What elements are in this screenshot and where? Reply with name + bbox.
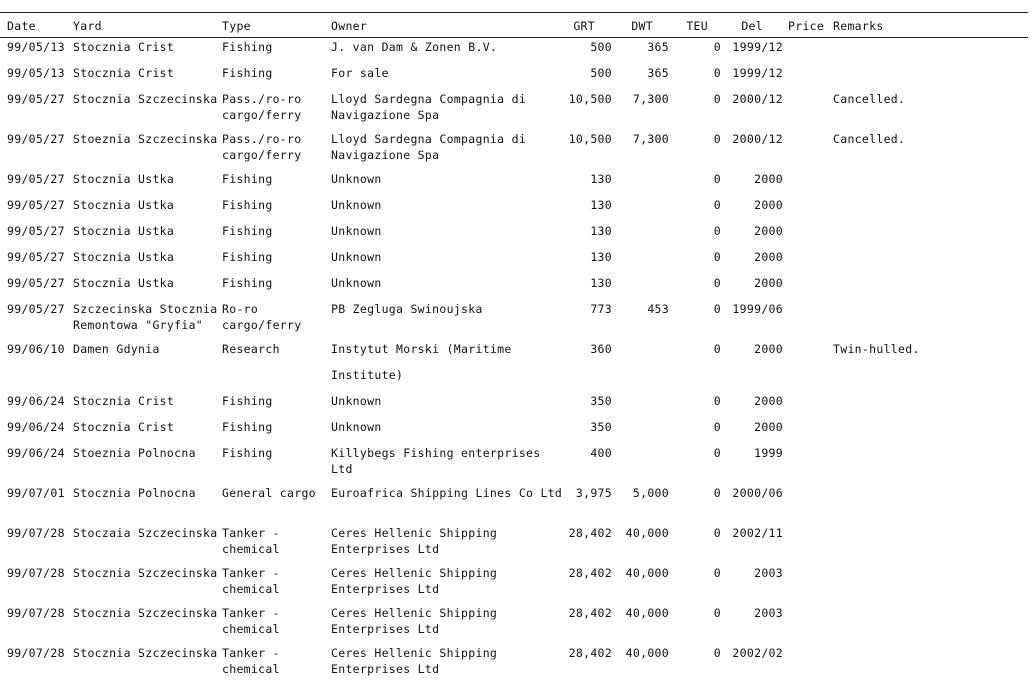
cell-type: chemical <box>222 542 280 556</box>
cell-type: cargo/ferry <box>222 108 302 122</box>
cell-grt: 350 <box>590 420 612 434</box>
cell-owner: Enterprises Ltd <box>331 662 440 676</box>
header-del: Del <box>741 19 763 33</box>
cell-yard: Stocznia Crist <box>73 420 175 434</box>
cell-del: 2000 <box>754 420 783 434</box>
cell-type: General cargo <box>222 486 316 500</box>
cell-owner: Ceres Hellenic Shipping <box>331 566 498 580</box>
cell-grt: 500 <box>590 40 612 54</box>
cell-date: 99/05/27 <box>7 198 65 212</box>
cell-date: 99/05/27 <box>7 302 65 316</box>
cell-owner: Instytut Morski (Maritime <box>331 342 512 356</box>
cell-del: 2000 <box>754 172 783 186</box>
cell-yard: Stoeznia Polnocna <box>73 446 196 460</box>
cell-date: 99/07/28 <box>7 566 65 580</box>
cell-yard: Stocznia Szczecinska <box>73 566 218 580</box>
cell-del: 2000 <box>754 250 783 264</box>
header-owner: Owner <box>331 19 368 33</box>
cell-teu: 0 <box>713 250 721 264</box>
cell-type: Fishing <box>222 446 273 460</box>
cell-date: 99/06/24 <box>7 446 65 460</box>
cell-remarks: Cancelled. <box>833 132 906 146</box>
cell-teu: 0 <box>713 486 721 500</box>
cell-type: chemical <box>222 662 280 676</box>
cell-type: Tanker - <box>222 526 280 540</box>
cell-type: Tanker - <box>222 566 280 580</box>
cell-owner: Navigazione Spa <box>331 108 440 122</box>
cell-del: 2000/12 <box>732 92 783 106</box>
cell-owner: Unknown <box>331 250 382 264</box>
cell-type: Fishing <box>222 172 273 186</box>
cell-teu: 0 <box>713 302 721 316</box>
cell-grt: 400 <box>590 446 612 460</box>
cell-grt: 500 <box>590 66 612 80</box>
cell-del: 2003 <box>754 606 783 620</box>
cell-date: 99/05/27 <box>7 224 65 238</box>
cell-date: 99/05/27 <box>7 92 65 106</box>
cell-owner: Unknown <box>331 172 382 186</box>
cell-owner: Ceres Hellenic Shipping <box>331 526 498 540</box>
cell-grt: 28,402 <box>568 526 612 540</box>
cell-grt: 773 <box>590 302 612 316</box>
header-top-rule <box>0 12 1028 13</box>
cell-grt: 10,500 <box>568 92 612 106</box>
cell-owner: Enterprises Ltd <box>331 582 440 596</box>
cell-dwt: 365 <box>647 66 669 80</box>
cell-del: 1999/06 <box>732 302 783 316</box>
cell-teu: 0 <box>713 276 721 290</box>
cell-type: Fishing <box>222 250 273 264</box>
cell-del: 2000 <box>754 394 783 408</box>
cell-yard: Stocznia Crist <box>73 394 175 408</box>
cell-teu: 0 <box>713 66 721 80</box>
header-yard: Yard <box>73 19 102 33</box>
cell-dwt: 40,000 <box>625 526 669 540</box>
cell-remarks: Twin-hulled. <box>833 342 920 356</box>
cell-owner: Enterprises Ltd <box>331 542 440 556</box>
cell-owner: Lloyd Sardegna Compagnia di <box>331 92 527 106</box>
cell-type: Fishing <box>222 224 273 238</box>
cell-yard: Stocznia Crist <box>73 66 175 80</box>
cell-dwt: 40,000 <box>625 566 669 580</box>
cell-owner: Unknown <box>331 198 382 212</box>
cell-del: 2000/12 <box>732 132 783 146</box>
cell-teu: 0 <box>713 394 721 408</box>
cell-yard: Stocznia Ustka <box>73 198 175 212</box>
cell-del: 2000 <box>754 276 783 290</box>
header-remarks: Remarks <box>833 19 884 33</box>
cell-del: 1999 <box>754 446 783 460</box>
cell-owner: Unknown <box>331 394 382 408</box>
cell-dwt: 365 <box>647 40 669 54</box>
cell-grt: 130 <box>590 276 612 290</box>
cell-owner: Lloyd Sardegna Compagnia di <box>331 132 527 146</box>
cell-del: 2000 <box>754 342 783 356</box>
cell-type: Fishing <box>222 394 273 408</box>
cell-teu: 0 <box>713 92 721 106</box>
cell-owner: For sale <box>331 66 389 80</box>
cell-owner: Killybegs Fishing enterprises <box>331 446 541 460</box>
cell-yard: Stocznia Szczecinska <box>73 92 218 106</box>
cell-dwt: 40,000 <box>625 646 669 660</box>
cell-grt: 3,975 <box>575 486 612 500</box>
cell-date: 99/06/24 <box>7 420 65 434</box>
cell-owner: Euroafrica Shipping Lines Co Ltd <box>331 486 563 500</box>
header-bottom-rule <box>0 37 1028 38</box>
header-type: Type <box>222 19 251 33</box>
cell-grt: 350 <box>590 394 612 408</box>
header-grt: GRT <box>573 19 595 33</box>
cell-teu: 0 <box>713 132 721 146</box>
header-price: Price <box>788 19 825 33</box>
cell-yard: Szczecinska Stocznia <box>73 302 218 316</box>
cell-type: Fishing <box>222 276 273 290</box>
cell-type: cargo/ferry <box>222 318 302 332</box>
cell-type: Research <box>222 342 280 356</box>
cell-yard: Stocznia Crist <box>73 40 175 54</box>
cell-date: 99/05/27 <box>7 276 65 290</box>
cell-owner: Ceres Hellenic Shipping <box>331 606 498 620</box>
cell-grt: 28,402 <box>568 606 612 620</box>
cell-dwt: 7,300 <box>632 92 669 106</box>
cell-del: 2003 <box>754 566 783 580</box>
cell-type: cargo/ferry <box>222 148 302 162</box>
cell-date: 99/06/10 <box>7 342 65 356</box>
cell-teu: 0 <box>713 198 721 212</box>
cell-dwt: 453 <box>647 302 669 316</box>
cell-teu: 0 <box>713 566 721 580</box>
cell-yard: Stocznia Ustka <box>73 250 175 264</box>
header-teu: TEU <box>686 19 708 33</box>
cell-dwt: 7,300 <box>632 132 669 146</box>
cell-teu: 0 <box>713 446 721 460</box>
header-date: Date <box>7 19 36 33</box>
cell-yard: Remontowa "Gryfia" <box>73 318 204 332</box>
cell-del: 2000/06 <box>732 486 783 500</box>
cell-owner: J. van Dam & Zonen B.V. <box>331 40 498 54</box>
cell-owner: Unknown <box>331 276 382 290</box>
cell-teu: 0 <box>713 646 721 660</box>
cell-dwt: 5,000 <box>632 486 669 500</box>
cell-owner: Ceres Hellenic Shipping <box>331 646 498 660</box>
cell-teu: 0 <box>713 526 721 540</box>
cell-date: 99/07/01 <box>7 486 65 500</box>
cell-type: Fishing <box>222 66 273 80</box>
cell-grt: 28,402 <box>568 566 612 580</box>
cell-owner: Enterprises Ltd <box>331 622 440 636</box>
cell-date: 99/07/28 <box>7 526 65 540</box>
cell-del: 1999/12 <box>732 40 783 54</box>
cell-grt: 130 <box>590 198 612 212</box>
cell-yard: Stocznia Ustka <box>73 276 175 290</box>
cell-date: 99/05/27 <box>7 172 65 186</box>
cell-date: 99/05/27 <box>7 132 65 146</box>
cell-teu: 0 <box>713 40 721 54</box>
cell-date: 99/07/28 <box>7 606 65 620</box>
cell-del: 2000 <box>754 198 783 212</box>
cell-owner: Unknown <box>331 420 382 434</box>
cell-yard: Damen Gdynia <box>73 342 160 356</box>
cell-grt: 130 <box>590 224 612 238</box>
cell-grt: 130 <box>590 172 612 186</box>
cell-grt: 130 <box>590 250 612 264</box>
cell-teu: 0 <box>713 420 721 434</box>
cell-del: 2002/11 <box>732 526 783 540</box>
cell-teu: 0 <box>713 342 721 356</box>
cell-yard: Stocznia Szczecinska <box>73 646 218 660</box>
cell-date: 99/07/28 <box>7 646 65 660</box>
cell-owner: Navigazione Spa <box>331 148 440 162</box>
header-dwt: DWT <box>631 19 653 33</box>
cell-type: chemical <box>222 582 280 596</box>
cell-type: Fishing <box>222 420 273 434</box>
cell-date: 99/05/13 <box>7 66 65 80</box>
cell-type: Tanker - <box>222 606 280 620</box>
cell-owner: PB Zegluga Swinoujska <box>331 302 483 316</box>
cell-date: 99/06/24 <box>7 394 65 408</box>
cell-teu: 0 <box>713 172 721 186</box>
cell-owner: Institute) <box>331 368 404 382</box>
cell-del: 2002/02 <box>732 646 783 660</box>
cell-grt: 10,500 <box>568 132 612 146</box>
cell-teu: 0 <box>713 606 721 620</box>
cell-type: Ro-ro <box>222 302 259 316</box>
cell-grt: 360 <box>590 342 612 356</box>
cell-yard: Stoeznia Szczecinska <box>73 132 218 146</box>
cell-date: 99/05/13 <box>7 40 65 54</box>
cell-yard: Stocznia Polnocna <box>73 486 196 500</box>
cell-yard: Stocznia Szczecinska <box>73 606 218 620</box>
cell-type: Pass./ro-ro <box>222 92 302 106</box>
cell-yard: Stocznia Ustka <box>73 172 175 186</box>
cell-type: Pass./ro-ro <box>222 132 302 146</box>
cell-del: 1999/12 <box>732 66 783 80</box>
cell-teu: 0 <box>713 224 721 238</box>
cell-type: Fishing <box>222 40 273 54</box>
cell-type: Tanker - <box>222 646 280 660</box>
cell-date: 99/05/27 <box>7 250 65 264</box>
cell-type: Fishing <box>222 198 273 212</box>
cell-owner: Unknown <box>331 224 382 238</box>
cell-yard: Stoczaia Szczecinska <box>73 526 218 540</box>
cell-owner: Ltd <box>331 462 353 476</box>
cell-dwt: 40,000 <box>625 606 669 620</box>
cell-del: 2000 <box>754 224 783 238</box>
cell-yard: Stocznia Ustka <box>73 224 175 238</box>
cell-grt: 28,402 <box>568 646 612 660</box>
cell-type: chemical <box>222 622 280 636</box>
cell-remarks: Cancelled. <box>833 92 906 106</box>
